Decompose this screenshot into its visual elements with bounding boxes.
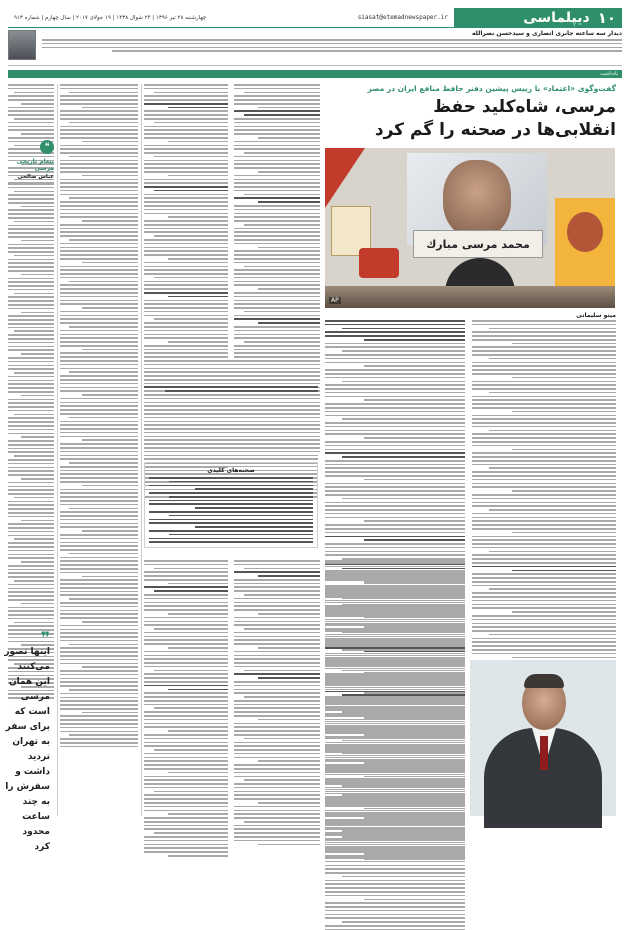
sidebar-feature (8, 140, 54, 699)
issue-date: چهارشنبه ۲۸ تیر ۱۳۹۶ | ۲۴ شوال ۱۴۳۸ | ۱۹ جولای ۲۰۱۷ | سال چهارم | شماره ۹۱۳ (14, 14, 207, 21)
date-line (8, 8, 454, 28)
text-column (234, 560, 320, 845)
section-name: دیپلماسی (523, 10, 590, 26)
body-text-lines (325, 560, 465, 860)
news-brief-title: دیدار سه ساعته جابری انصاری و سیدحسن نصرالله (472, 30, 622, 37)
article-tag-bar (8, 70, 622, 78)
article-headline: مرسی، شاه‌کلید حفظ انقلابی‌ها در صحنه را گم کرد (374, 97, 616, 140)
pull-quote-text: اینها تصور می‌کنند این همان مرسی است که برای سفر به تهران تردید داشت و سفرش را به چند ساعت محدود کرد (4, 647, 50, 852)
top-bar (8, 8, 622, 28)
key-scenes-box (144, 462, 318, 548)
photo-banner: محمد مرسی مبارك (413, 230, 543, 258)
text-column (60, 84, 138, 747)
news-brief-body (42, 39, 622, 52)
article-tag: یادداشت (600, 71, 618, 77)
sidebar-author: عباس صالحی (17, 174, 54, 180)
pull-quote (4, 630, 50, 855)
interviewee-photo (470, 660, 616, 816)
body-text-lines (8, 183, 54, 699)
opinion-icon: ❝ (40, 140, 54, 154)
photo-sign-red (359, 248, 399, 278)
text-column (325, 560, 465, 860)
section-email[interactable]: siasat@etemadnewspaper.ir (357, 14, 448, 21)
quote-icon: ❞ (40, 628, 50, 647)
photo-credit: AP (331, 297, 339, 304)
photo-flag (325, 148, 365, 208)
news-brief (8, 30, 622, 66)
sidebar-title: پیغام تاریخی مرسی (16, 158, 54, 172)
article-photo (325, 148, 615, 308)
article-author: مینو سلیمانی (576, 312, 616, 319)
news-brief-text (42, 30, 622, 65)
section-header (454, 8, 622, 28)
body-text-lines (149, 477, 313, 543)
news-brief-photo (8, 30, 36, 60)
body-text-lines (144, 560, 228, 857)
body-text-lines (234, 560, 320, 845)
photo-crowd (325, 286, 615, 308)
key-scenes-title: صحنه‌های کلیدی (207, 467, 255, 474)
article-kicker: گفت‌وگوی «اعتماد» با رییس پیشین دفتر حافظ منافع ایران در مصر (367, 84, 616, 93)
body-text-lines (60, 84, 138, 747)
text-column (144, 560, 228, 857)
page-number: ۱۰ (597, 9, 616, 27)
photo-portrait-face (443, 160, 511, 238)
